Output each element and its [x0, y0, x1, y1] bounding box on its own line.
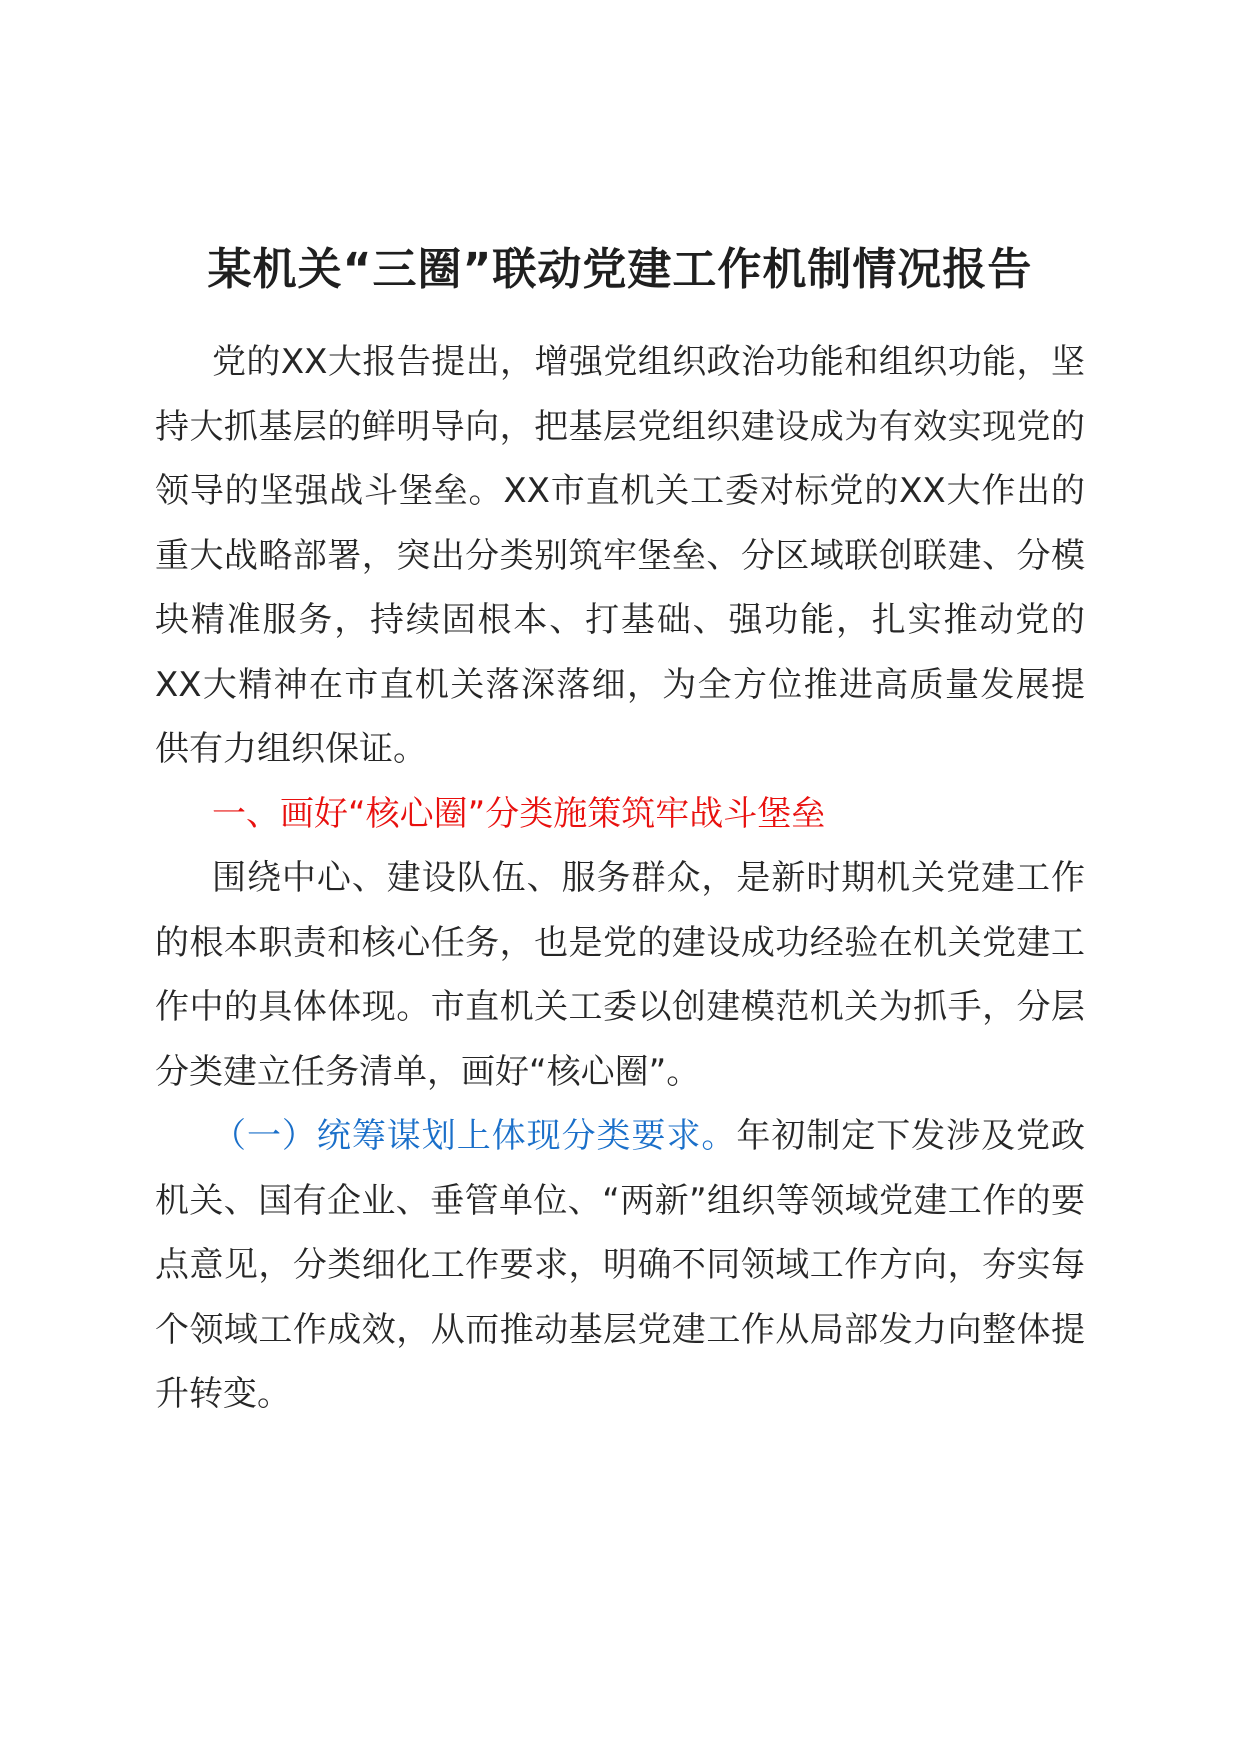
subsection-heading: （一）统筹谋划上体现分类要求。 [212, 1116, 737, 1156]
section-paragraph: 围绕中心、建设队伍、服务群众，是新时期机关党建工作的根本职责和核心任务，也是党的建设成功经验在机关党建工作中的具体体现。市直机关工委以创建模范机关为抓手，分层分类建立任务清单，画好“核心圈”。 [155, 858, 1085, 1092]
section-heading-core-circle: 一、画好“核心圈”分类施策筑牢战斗堡垒 [212, 793, 826, 834]
document-title: 某机关“三圈”联动党建工作机制情况报告 [207, 244, 1033, 295]
intro-paragraph: 党的XX大报告提出，增强党组织政治功能和组织功能，坚持大抓基层的鲜明导向，把基层党组织建设成为有效实现党的领导的坚强战斗堡垒。XX市直机关工委对标党的XX大作出的重大战略部署，突出分类别筑牢堡垒、分区域联创联建、分模块精准服务，持续固根本、打基础、强功能，扎实推动党的XX大精神在市直机关落深落细，为全方位推进高质量发展提供有力组织保证。 [155, 342, 1085, 769]
subsection-paragraph [155, 1104, 1085, 1427]
subsection-text: 年初制定下发涉及党政机关、国有企业、垂管单位、“两新”组织等领域党建工作的要点意见，分类细化工作要求，明确不同领域工作方向，夯实每个领域工作成效，从而推动基层党建工作从局部发力向整体提升转变。 [155, 1116, 1085, 1414]
document-page [155, 240, 1085, 1427]
